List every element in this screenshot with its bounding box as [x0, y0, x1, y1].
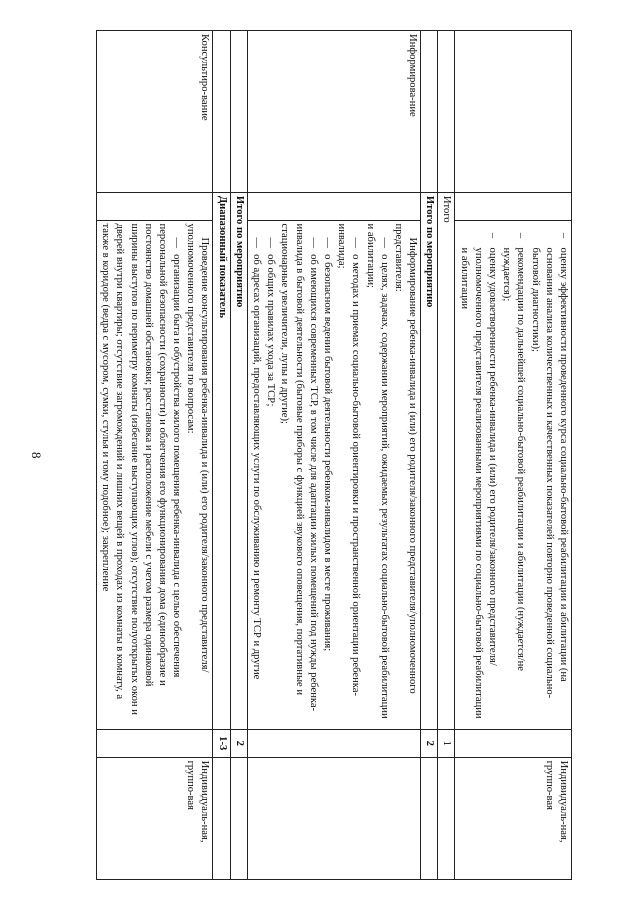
intro-text: Проведение консультирования ребенка-инвалида и (или) его родителя/законного представителя/уполномоченного представителя по вопросам: — [185, 223, 211, 673]
itogo-activity-label: Итого по мероприятию — [421, 192, 438, 729]
activities-table — [96, 30, 572, 880]
itogo-label: Итого — [438, 192, 455, 729]
content-cell — [97, 220, 214, 729]
list-item: – рекомендации по дальнейшей социально-бытовой реабилитации и абилитации (нуждается/не нуждается); — [499, 224, 527, 726]
list-item: —об адресах организаций, предоставляющих услуги по обслуживанию и ремонту ТСР и другие — [251, 237, 263, 680]
form-cell: Индивидуаль-ная, группо-вая — [97, 757, 214, 879]
list-item: —об имеющихся современных ТСР, в том числе для адаптации жилых помещений под нужды ребенка-инвалида в бытовой деятельности (бытовые приборы с функцией звукового оповещения, портативные и стационарные увеличители, лупы и другие); — [279, 223, 319, 712]
activity-name-cell: Консультиро-вание — [97, 31, 214, 193]
range-value: 1-3 — [213, 729, 230, 757]
table-row — [455, 31, 572, 880]
list-item: —о методах и приемах социально-бытовой ориентировки и пространственной ориентации ребенка-инвалида; — [336, 223, 362, 696]
index-cell — [455, 192, 572, 220]
itogo-value: 1 — [438, 729, 455, 757]
content-cell — [455, 220, 572, 729]
list-item: – оценку удовлетворенности ребенка-инвалида и (или) его родителя/законного представителя/уполномоченного представителя реализованными мероприятиями по социально-бытовой реабилитации и абилитации — [457, 224, 500, 726]
intro-text: Информирование ребенка-инвалида и (или) его родителя/законного представителя/уполномоченного представителя: — [392, 223, 419, 694]
table-row — [247, 31, 420, 880]
table-row — [438, 31, 455, 880]
dash-mark: — — [171, 237, 183, 249]
list-item: —организации быта и обустройства жилого помещения ребенка-инвалида с целью обеспечения персональной безопасности (сохранности) и облегчения его функционирования дома (единообразие и постоянство домашней обстановки; расстановка и расположение мебели с учетом размера одинаковой ширины выступов по периметру комнаты (избегание выступающих углов); отсутствие полуоткрытых окон и дверей внутри квартиры; отсутствие загромождений и лишних вещей в проходах из комнаты в комнату, а также в коридоре (ведра с мусором, сумки, стулья и тому подобное); закрепление — [100, 223, 183, 715]
index-cell — [247, 192, 420, 220]
list-item: —об общих правилах ухода за ТСР; — [265, 237, 277, 407]
activity-name-cell — [455, 31, 572, 193]
content-cell — [247, 220, 420, 729]
index-cell — [97, 192, 214, 220]
list-item: —о целях, задачах, содержании мероприятий, ожидаемых результатах социально-бытовой реабилитации и абилитации; — [364, 223, 390, 719]
itogo-activity-value: 2 — [421, 729, 438, 757]
table-row — [421, 31, 438, 880]
quantity-cell — [247, 729, 420, 757]
list-item: – оценку эффективности проведенного курса социально-бытовой реабилитации и абилитации (на основании анализа количественных и качественных показателей повторно проведенной социально-бытовой диагностики); — [527, 224, 570, 726]
dash-mark: – — [515, 232, 527, 239]
dash-mark: — — [307, 237, 319, 249]
form-cell: Индивидуаль-ная, группо-вая — [455, 757, 572, 879]
dash-mark: – — [558, 232, 569, 239]
range-label: Диапазонный показатель — [213, 192, 230, 729]
dash-mark: — — [265, 237, 277, 249]
dash-mark: — — [251, 237, 263, 249]
dash-mark: — — [322, 237, 333, 249]
table-row — [230, 31, 247, 880]
quantity-cell — [455, 729, 572, 757]
dash-mark: — — [350, 237, 362, 249]
quantity-cell — [97, 729, 214, 757]
itogo-activity-value: 2 — [230, 729, 247, 757]
table-row — [97, 31, 214, 880]
activity-name-cell: Информирова-ние — [247, 31, 420, 193]
page-number: 8 — [29, 452, 44, 459]
dash-mark: – — [487, 232, 499, 239]
itogo-activity-label: Итого по мероприятию — [230, 192, 247, 729]
form-cell — [247, 757, 420, 879]
dash-mark: — — [378, 237, 390, 249]
list-item: —о безопасном ведении бытовой деятельности ребенком-инвалидом в месте проживания; — [322, 237, 333, 652]
table-row — [213, 31, 230, 880]
